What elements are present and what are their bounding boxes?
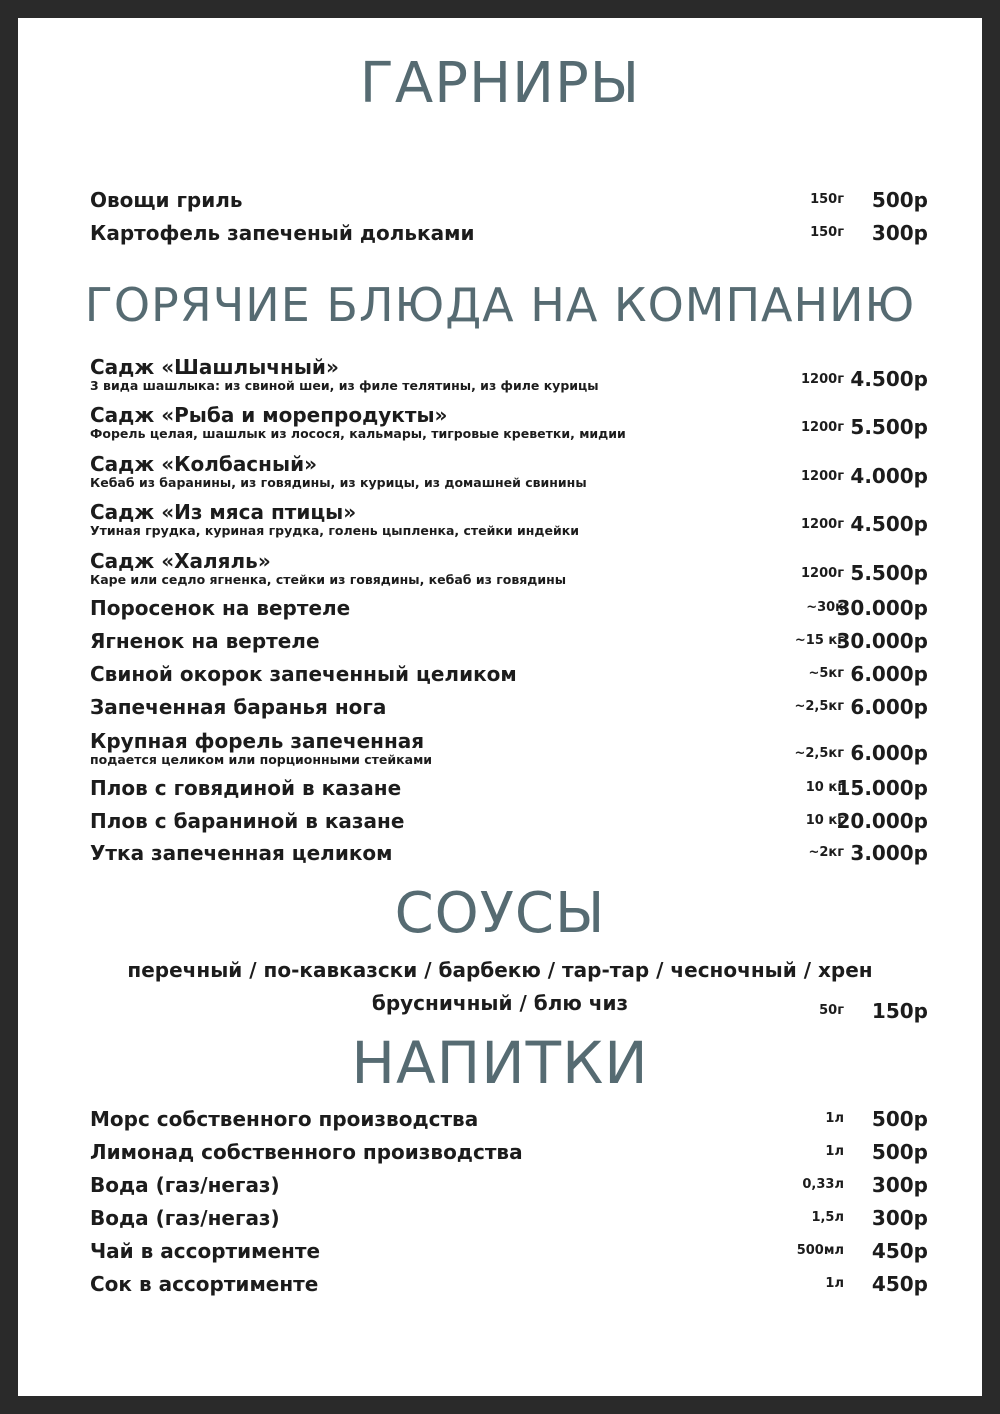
- item-name: Сок в ассортименте: [90, 1272, 319, 1296]
- menu-item: [90, 1239, 928, 1269]
- item-weight: 1200г: [801, 420, 844, 435]
- menu-item: [90, 1272, 928, 1302]
- item-price: 4.500р: [850, 367, 928, 391]
- sauces-list-line: брусничный / блю чиз: [371, 991, 629, 1015]
- item-weight: ~15 кг: [794, 633, 844, 648]
- item-weight: 1л: [825, 1144, 844, 1159]
- item-name: Запеченная баранья нога: [90, 695, 387, 719]
- item-price: 450р: [871, 1272, 928, 1296]
- menu-item: [90, 500, 928, 538]
- item-description: Форель целая, шашлык из лосося, кальмары, тигровые креветки, мидии: [90, 426, 626, 441]
- item-weight: ~2кг: [808, 845, 844, 860]
- item-name: Лимонад собственного производства: [90, 1140, 523, 1164]
- menu-item: [90, 695, 928, 725]
- item-price: 500р: [871, 1107, 928, 1131]
- item-weight: 1л: [825, 1111, 844, 1126]
- item-description: подается целиком или порционными стейками: [90, 752, 433, 767]
- menu-item: [90, 549, 928, 587]
- section-title-hot-dishes: ГОРЯЧИЕ БЛЮДА НА КОМПАНИЮ: [84, 278, 916, 332]
- menu-item: [90, 662, 928, 692]
- menu-item: [90, 629, 928, 659]
- item-price: 4.500р: [850, 512, 928, 536]
- menu-item: [90, 1107, 928, 1137]
- item-name: Садж «Колбасный»: [90, 452, 318, 476]
- section-title-garnish: ГАРНИРЫ: [359, 51, 641, 116]
- item-weight: 1200г: [801, 517, 844, 532]
- item-weight: 10 кг: [805, 813, 844, 828]
- item-name: Утка запеченная целиком: [90, 841, 393, 865]
- item-price: 500р: [871, 1140, 928, 1164]
- item-weight: 1200г: [801, 469, 844, 484]
- item-name: Садж «Шашлычный»: [90, 355, 339, 379]
- menu-item: [90, 1140, 928, 1170]
- item-price: 300р: [871, 221, 928, 245]
- item-name: Свиной окорок запеченный целиком: [90, 662, 517, 686]
- item-price: 6.000р: [850, 662, 928, 686]
- item-name: Вода (газ/негаз): [90, 1173, 280, 1197]
- menu-item: [90, 403, 928, 441]
- item-weight: 1200г: [801, 566, 844, 581]
- item-price: 20.000р: [836, 809, 928, 833]
- menu-item: [90, 355, 928, 393]
- menu-item: [90, 452, 928, 490]
- item-weight: 1л: [825, 1276, 844, 1291]
- item-weight: ~2,5кг: [794, 746, 844, 761]
- menu-item: [90, 776, 928, 806]
- item-name: Садж «Халяль»: [90, 549, 271, 573]
- item-price: 30.000р: [836, 596, 928, 620]
- item-name: Овощи гриль: [90, 188, 243, 212]
- item-price: 15.000р: [836, 776, 928, 800]
- menu-item: [90, 809, 928, 839]
- item-weight: ~30к: [806, 600, 844, 615]
- sauces-list-line: перечный / по-кавказски / барбекю / тар-тар / чесночный / хрен: [127, 958, 873, 982]
- menu-item: [90, 841, 928, 871]
- section-title-drinks: НАПИТКИ: [351, 1029, 649, 1097]
- item-price: 300р: [871, 1206, 928, 1230]
- item-name: Ягненок на вертеле: [90, 629, 320, 653]
- section-title-sauces: СОУСЫ: [394, 881, 606, 946]
- item-weight: 150г: [810, 225, 844, 240]
- item-name: Чай в ассортименте: [90, 1239, 321, 1263]
- item-price: 6.000р: [850, 741, 928, 765]
- menu-item: [90, 729, 928, 767]
- item-price: 500р: [871, 188, 928, 212]
- item-name: Картофель запеченый дольками: [90, 221, 475, 245]
- item-price: 300р: [871, 1173, 928, 1197]
- item-description: 3 вида шашлыка: из свиной шеи, из филе телятины, из филе курицы: [90, 378, 599, 393]
- item-price: 5.500р: [850, 415, 928, 439]
- item-name: Садж «Из мяса птицы»: [90, 500, 357, 524]
- item-name: Крупная форель запеченная: [90, 729, 425, 753]
- item-price: 6.000р: [850, 695, 928, 719]
- item-name: Поросенок на вертеле: [90, 596, 351, 620]
- item-name: Садж «Рыба и морепродукты»: [90, 403, 448, 427]
- menu-item: [90, 1206, 928, 1236]
- item-name: Плов с говядиной в казане: [90, 776, 402, 800]
- item-name: Вода (газ/негаз): [90, 1206, 280, 1230]
- item-price: 30.000р: [836, 629, 928, 653]
- menu-item: [90, 221, 928, 251]
- item-price: 450р: [871, 1239, 928, 1263]
- item-weight: 500мл: [796, 1243, 844, 1258]
- item-price: 150р: [871, 999, 928, 1023]
- item-weight: 1200г: [801, 372, 844, 387]
- item-weight: ~2,5кг: [794, 699, 844, 714]
- item-name: Плов с бараниной в казане: [90, 809, 405, 833]
- item-weight: 50г: [819, 1003, 844, 1018]
- item-weight: 1,5л: [811, 1210, 844, 1225]
- menu-item: [90, 596, 928, 626]
- menu-item: [90, 188, 928, 218]
- sauces-price-row: [90, 999, 928, 1029]
- item-price: 4.000р: [850, 464, 928, 488]
- item-name: Морс собственного производства: [90, 1107, 479, 1131]
- item-description: Каре или седло ягненка, стейки из говядины, кебаб из говядины: [90, 572, 567, 587]
- item-weight: 10 кг: [805, 780, 844, 795]
- item-description: Кебаб из баранины, из говядины, из курицы, из домашней свинины: [90, 475, 587, 490]
- item-weight: 150г: [810, 192, 844, 207]
- item-price: 3.000р: [850, 841, 928, 865]
- item-description: Утиная грудка, куриная грудка, голень цыпленка, стейки индейки: [90, 523, 579, 538]
- item-weight: ~5кг: [808, 666, 844, 681]
- item-weight: 0,33л: [802, 1177, 844, 1192]
- menu-item: [90, 1173, 928, 1203]
- item-price: 5.500р: [850, 561, 928, 585]
